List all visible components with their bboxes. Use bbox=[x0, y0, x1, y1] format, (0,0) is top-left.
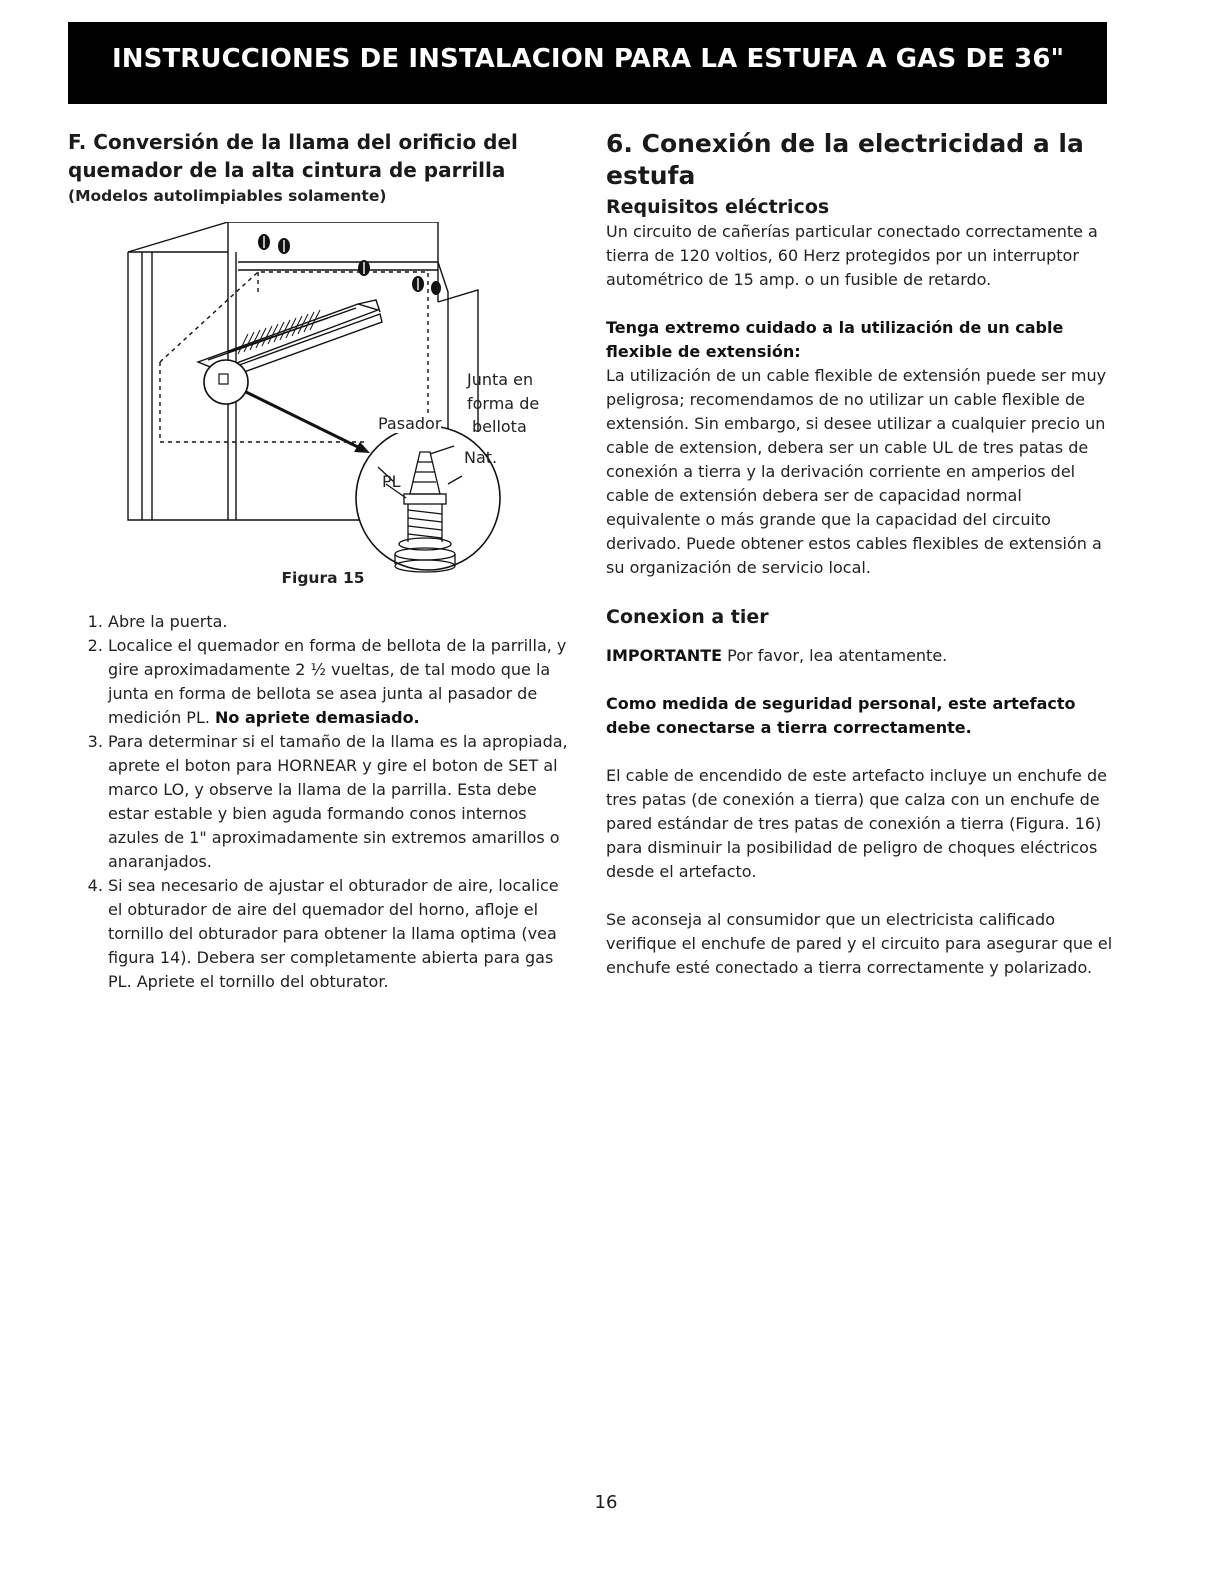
electrical-requirements-heading: Requisitos eléctricos bbox=[606, 196, 830, 218]
grounding-heading: Conexion a tier bbox=[606, 606, 769, 628]
label-junta-line1: Junta en bbox=[467, 370, 534, 389]
section-6-title: 6. Conexión de la electricidad a la estufa bbox=[606, 129, 1084, 190]
step-item: 1. Abre la puerta. bbox=[108, 610, 578, 634]
page-header-banner bbox=[68, 22, 1107, 104]
label-junta-line3: bellota bbox=[472, 417, 527, 436]
section-f-title: F. Conversión de la llama del orificio del quemador de la alta cintura de parrilla bbox=[68, 130, 518, 182]
left-column bbox=[68, 128, 578, 991]
conversion-steps-list bbox=[68, 610, 578, 994]
important-note: IMPORTANTE Por favor, lea atentamente. bbox=[606, 646, 948, 665]
power-cord-text: El cable de encendido de este artefacto incluye un enchufe de tres patas (de conexión a tierra) que calza con un enchufe de pared estándar de tres patas de conexión a tierra (Figura. 16) para disminuir la posibilidad de peligro de choques eléctricos desde el artefacto. bbox=[606, 766, 1107, 881]
step-item: 4. Si sea necesario de ajustar el obturador de aire, localice el obturador de aire del quemador del horno, afloje el tornillo del obturador para obtener la llama optima (vea figura 14). Debera ser completamente abierta para gas PL. Apriete el tornillo del obturator. bbox=[108, 874, 578, 994]
page-header-title: INSTRUCCIONES DE INSTALACION PARA LA ESTUFA A GAS DE 36" bbox=[112, 44, 1065, 74]
section-f-subtitle: (Modelos autolimpiables solamente) bbox=[68, 187, 387, 205]
right-column bbox=[606, 128, 1114, 980]
figure-15-caption: Figura 15 bbox=[281, 569, 365, 587]
step-item: 2. Localice el quemador en forma de bellota de la parrilla, y gire aproximadamente 2 ½ vueltas, de tal modo que la junta en forma de bellota se asea junta al pasador de medición PL. No apriete demasiado. bbox=[108, 634, 578, 730]
label-pl: PL bbox=[382, 472, 401, 491]
extension-cord-text: La utilización de un cable flexible de extensión puede ser muy peligrosa; recomendamos de no utilizar un cable flexible de extensión. Sin embargo, si desee utilizar a cualquier precio un cable de extension, debera ser un cable UL de tres patas de conexión a tierra y la derivación corriente en amperios del cable de extensión debera ser de capacidad normal equivalente o más grande que la capacidad del circuito derivado. Puede obtener estos cables flexibles de extensión a su organización de servicio local. bbox=[606, 366, 1107, 577]
important-label: IMPORTANTE bbox=[606, 646, 723, 665]
safety-warning: Como medida de seguridad personal, este artefacto debe conectarse a tierra correctamente. bbox=[606, 694, 1076, 737]
label-pasador: Pasador bbox=[378, 414, 442, 433]
page-number: 16 bbox=[594, 1492, 618, 1513]
label-nat: Nat. bbox=[464, 448, 498, 467]
extension-cord-heading: Tenga extremo cuidado a la utilización de un cable flexible de extensión: bbox=[606, 318, 1064, 361]
step-item: 3. Para determinar si el tamaño de la llama es la apropiada, aprete el boton para HORNEAR y gire el boton de SET al marco LO, y observe la llama de la parrilla. Esta debe estar estable y bien aguda formando conos internos azules de 1" aproximadamente sin extremos amarillos o anaranjados. bbox=[108, 730, 578, 874]
figure-15-illustration bbox=[108, 222, 548, 600]
electrician-advice-text: Se aconseja al consumidor que un electricista calificado verifique el enchufe de pared y el circuito para asegurar que el enchufe esté conectado a tierra correctamente y polarizado. bbox=[606, 910, 1113, 977]
electrical-requirements-text: Un circuito de cañerías particular conectado correctamente a tierra de 120 voltios, 60 Herz protegidos por un interruptor autométrico de 15 amp. o un fusible de retardo. bbox=[606, 222, 1098, 289]
label-junta-line2: forma de bbox=[467, 394, 540, 413]
